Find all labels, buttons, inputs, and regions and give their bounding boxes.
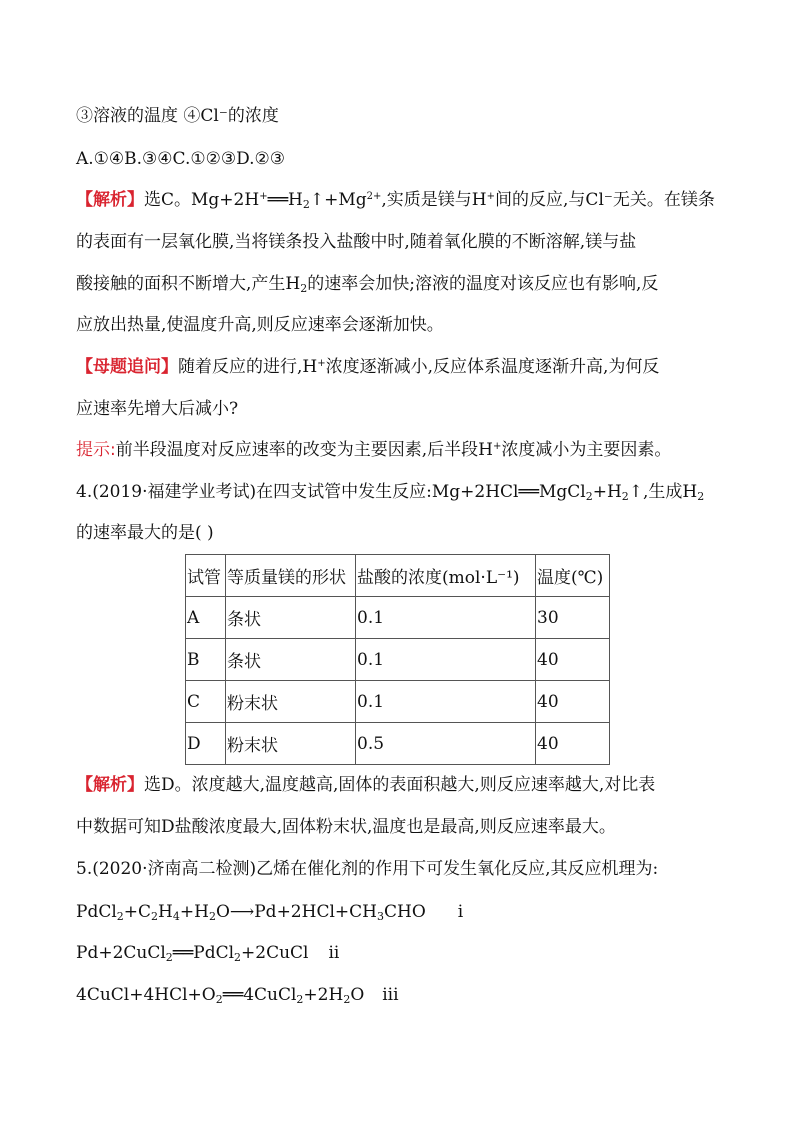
table-cell: 条状 [226, 639, 356, 681]
analysis-line-3: 酸接触的面积不断增大,产生$H_2$的速率会加快;溶液的温度对该反应也有影响,反 [76, 274, 659, 295]
option-line-1: ③溶液的温度 ④Cl⁻的浓度 [76, 106, 279, 126]
equation-label: iii [382, 985, 399, 1005]
followup-tag: 【母题追问】 [76, 357, 178, 377]
question-5: 5.(2020·济南高二检测)乙烯在催化剂的作用下可发生氧化反应,其反应机理为: [76, 859, 659, 879]
table-cell: 粉末状 [226, 723, 356, 765]
equation-3: $4CuCl+4HCl+O_2══4CuCl_2+2H_2O$ iii [76, 985, 399, 1006]
analysis-line-4: 应放出热量,使温度升高,则反应速率会逐渐加快。 [76, 315, 444, 335]
table-cell: 0.1 [356, 639, 536, 681]
equation-label: ii [328, 943, 340, 963]
table-header-row [186, 555, 610, 597]
followup-line-1: 【母题追问】随着反应的进行,H+浓度逐渐减小,反应体系温度逐渐升高,为何反 [76, 357, 660, 377]
question-4-line-1: 4.(2019·福建学业考试)在四支试管中发生反应$:Mg+2HCl══MgCl_2+H_2↑$,生成$H_2$ [76, 482, 705, 503]
table-cell: 0.1 [356, 681, 536, 723]
followup-line-2: 应速率先增大后减小? [76, 399, 239, 419]
answer-options: A.①④B.③④C.①②③D.②③ [76, 149, 285, 169]
analysis-tag: 【解析】 [76, 190, 144, 210]
table-row [186, 639, 610, 681]
table-header-cell: 等质量镁的形状 [226, 555, 356, 597]
analysis-tag: 【解析】 [76, 775, 144, 795]
table-header-cell: 温度(℃) [536, 555, 610, 597]
table-header-cell: 试管 [186, 555, 226, 597]
question-4-line-2: 的速率最大的是( ) [76, 523, 214, 543]
table-cell: 0.5 [356, 723, 536, 765]
table-cell: 40 [536, 639, 610, 681]
table-row [186, 597, 610, 639]
equation-label: i [457, 902, 464, 922]
table-cell: 条状 [226, 597, 356, 639]
analysis-b-line-1: 【解析】选D。浓度越大,温度越高,固体的表面积越大,则反应速率越大,对比表 [76, 775, 656, 795]
table-row [186, 723, 610, 765]
table-header-cell: 盐酸的浓度(mol·L⁻¹) [356, 555, 536, 597]
table-cell: 40 [536, 681, 610, 723]
table-cell: 粉末状 [226, 681, 356, 723]
analysis-line-2: 的表面有一层氧化膜,当将镁条投入盐酸中时,随着氧化膜的不断溶解,镁与盐 [76, 232, 637, 252]
hint-line: 提示:前半段温度对反应速率的改变为主要因素,后半段H+浓度减小为主要因素。 [76, 440, 672, 460]
table-cell: 40 [536, 723, 610, 765]
table-cell: D [186, 723, 226, 765]
equation-1: $PdCl_2+C_2H_4+H_2O⟶Pd+2HCl+CH_3CHO$ i [76, 902, 464, 923]
analysis-line-1: 【解析】选C。$Mg+2H^+══H_2↑+Mg^{2+}$,实质是镁与H+间的反应,与Cl⁻无关。在镁条 [76, 190, 715, 211]
equation-2: Pd+2CuCl$_2$══PdCl$_2$+2CuCl ii [76, 943, 340, 964]
table-cell: B [186, 639, 226, 681]
table-cell: C [186, 681, 226, 723]
data-table [185, 554, 610, 765]
table-cell: A [186, 597, 226, 639]
analysis-b-line-2: 中数据可知D盐酸浓度最大,固体粉末状,温度也是最高,则反应速率最大。 [76, 817, 616, 837]
table-cell: 30 [536, 597, 610, 639]
table-cell: 0.1 [356, 597, 536, 639]
table-row [186, 681, 610, 723]
hint-label: 提示: [76, 440, 116, 460]
